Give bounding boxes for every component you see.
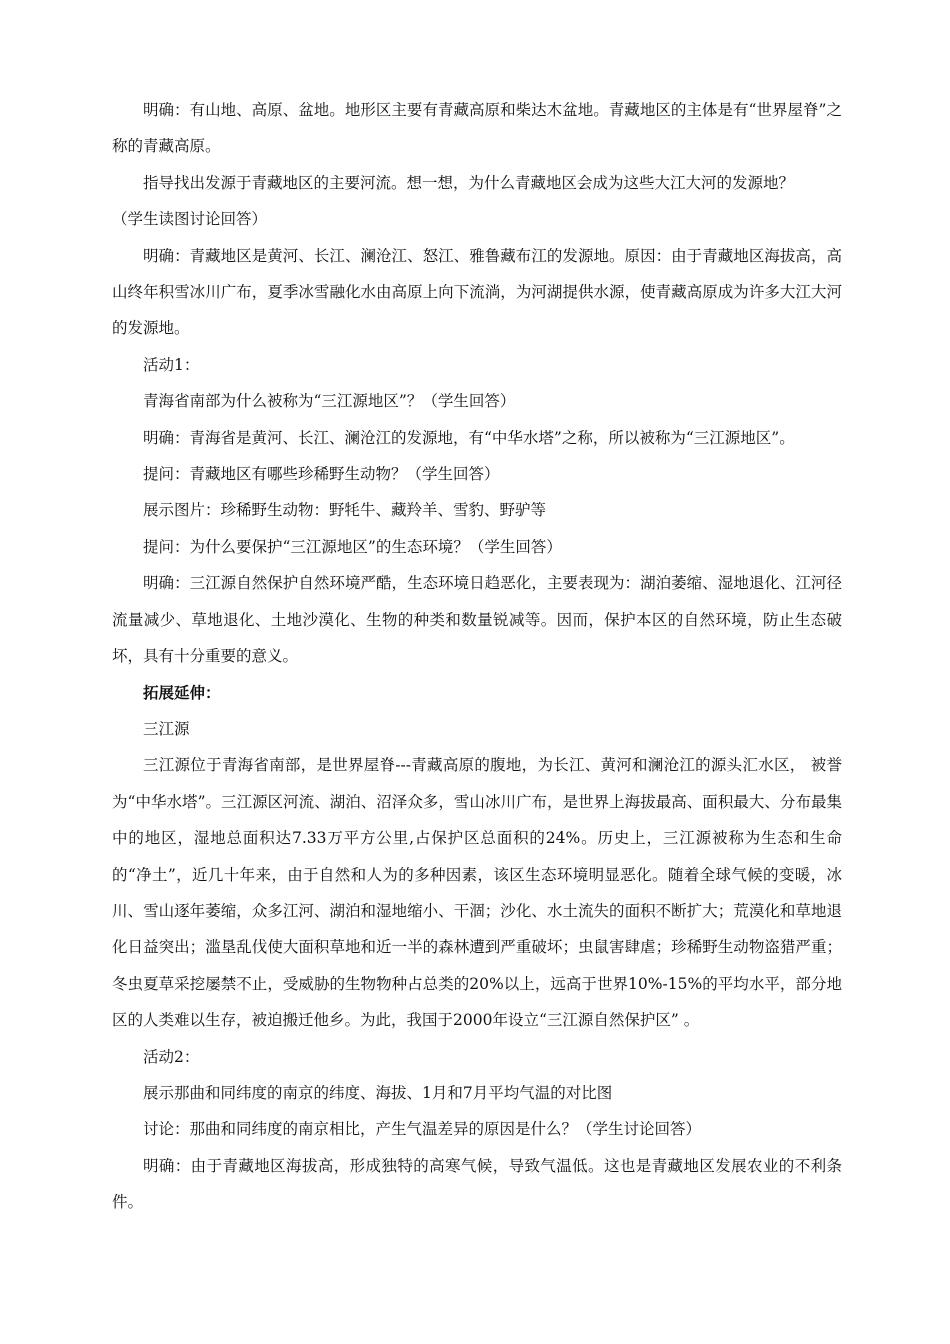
paragraph-student-discussion: （学生读图讨论回答） (112, 210, 268, 229)
paragraph-comparison-chart: 展示那曲和同纬度的南京的纬度、海拔、1月和7月平均气温的对比图 (143, 1083, 613, 1102)
paragraph-terrain-answer: 明确：有山地、高原、盆地。地形区主要有青藏高原和柴达木盆地。青藏地区的主体是有“世界屋脊”之称的青藏高原。 (112, 101, 842, 156)
paragraph-protection-question: 提问：为什么要保护“三江源地区”的生态环境？（学生回答） (143, 537, 562, 556)
paragraph-temperature-answer: 明确：由于青藏地区海拔高，形成独特的高寒气候，导致气温低。这也是青藏地区发展农业的不利条件。 (112, 1156, 842, 1212)
paragraph-wildlife-pictures: 展示图片：珍稀野生动物：野牦牛、藏羚羊、雪豹、野驴等 (143, 501, 547, 520)
paragraph-temperature-question: 讨论：那曲和同纬度的南京相比，产生气温差异的原因是什么？（学生讨论回答） (143, 1120, 702, 1139)
paragraph-activity-2: 活动2： (143, 1047, 200, 1066)
paragraph-protection-answer: 明确：三江源自然保护自然环境严酷，生态环境日趋恶化，主要表现为：湖泊萎缩、湿地退化、江河径流量减少、草地退化、土地沙漠化、生物的种类和数量锐减等。因而，保护本区的自然环境，防止生态破坏，具有十分重要的意义。 (112, 574, 842, 666)
document-body (112, 92, 842, 1221)
paragraph-sanjiangyuan-question: 青海省南部为什么被称为“三江源地区”？（学生回答） (143, 392, 516, 411)
paragraph-rivers-question: 指导找出发源于青藏地区的主要河流。想一想，为什么青藏地区会成为这些大江大河的发源地？ (143, 173, 795, 192)
paragraph-activity-1: 活动1： (143, 355, 200, 374)
subheading-sanjiangyuan: 三江源 (143, 719, 190, 738)
paragraph-sanjiangyuan-answer: 明确：青海省是黄河、长江、澜沧江的发源地，有“中华水塔”之称，所以被称为“三江源地区”。 (143, 428, 795, 447)
paragraph-rivers-answer: 明确：青藏地区是黄河、长江、澜沧江、怒江、雅鲁藏布江的发源地。原因：由于青藏地区海拔高，高山终年积雪冰川广布，夏季冰雪融化水由高原上向下流淌，为河湖提供水源，使青藏高原成为许多大江大河的发源地。 (112, 246, 842, 338)
paragraph-wildlife-question: 提问：青藏地区有哪些珍稀野生动物？（学生回答） (143, 465, 500, 484)
paragraph-sanjiangyuan-description: 三江源位于青海省南部，是世界屋脊---青藏高原的腹地，为长江、黄河和澜沧江的源头汇水区， 被誉为“中华水塔”。三江源区河流、湖泊、沼泽众多，雪山冰川广布，是世界上海拔最高、面积最大、分布最集中的地区，湿地总面积达7.33万平方公里,占保护区总面积的24%。历史上，三江源被称为生态和生命的“净土”，近几十年来，由于自然和人为的多种因素，该区生态环境明显恶化。随着全球气候的变暖，冰川、雪山逐年萎缩，众多江河、湖泊和湿地缩小、干涸；沙化、水土流失的面积不断扩大；荒漠化和草地退化日益突出；滥垦乱伐使大面积草地和近一半的森林遭到严重破坏；虫鼠害肆虐；珍稀野生动物盗猎严重；冬虫夏草采挖屡禁不止，受威胁的生物物种占总类的20%以上，远高于世界10%-15%的平均水平，部分地区的人类难以生存，被迫搬迁他乡。为此，我国于2000年设立“三江源自然保护区” 。 (112, 756, 842, 1030)
section-heading-extension: 拓展延伸： (143, 682, 221, 702)
